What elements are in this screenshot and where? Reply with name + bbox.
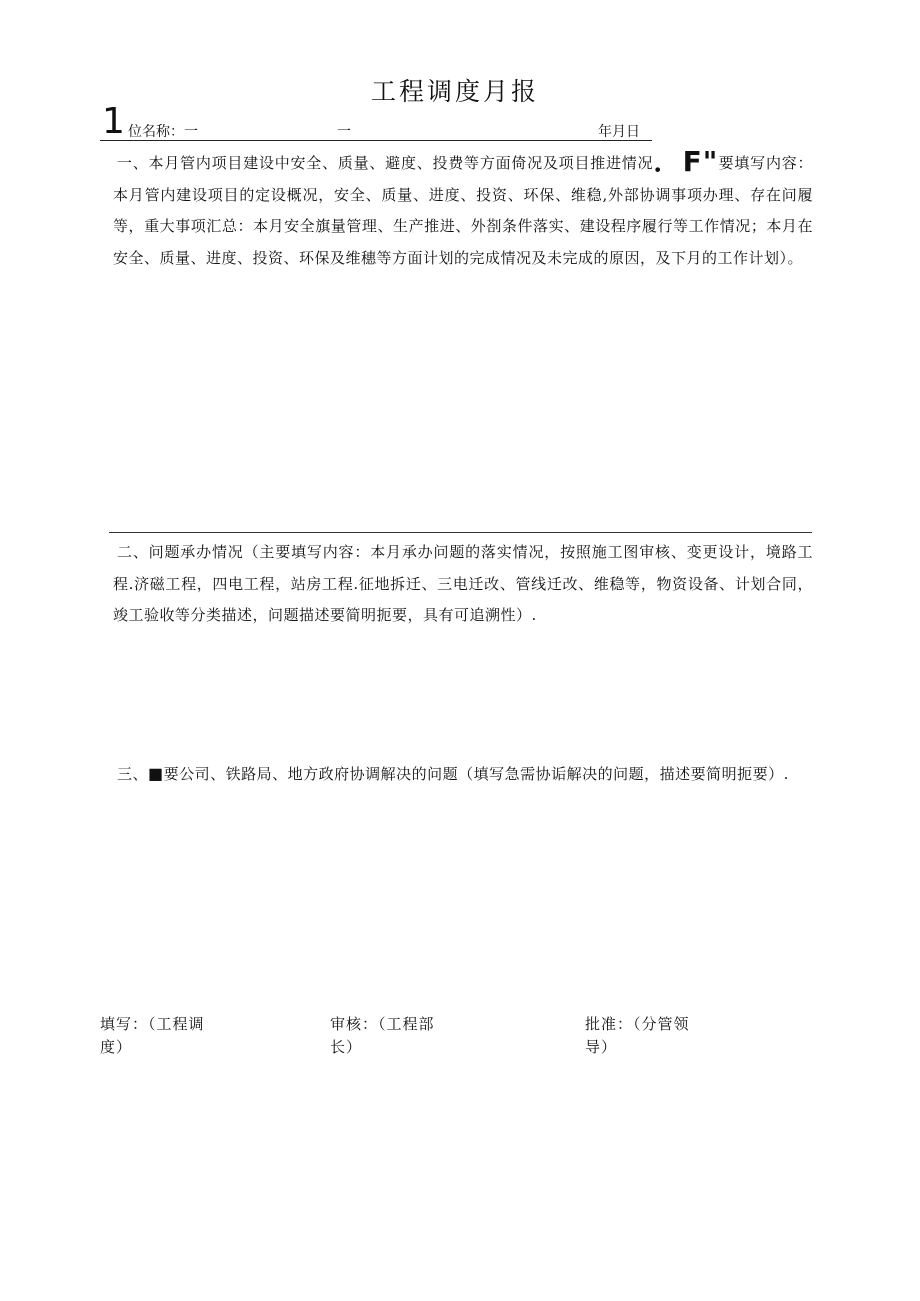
signature-approve-line1: 批准：（分管领 xyxy=(585,1015,690,1033)
section-3-body: 要公司、铁路局、地方政府协调解决的问题（填写急需协诟解决的问题，描述要简明扼要）. xyxy=(163,765,789,783)
signature-review-line2: 长） xyxy=(330,1038,363,1056)
section-2-issues: 二、问题承办情况（主要填写内容：本月承办问题的落实情况，按照施工图审核、变更设计，境路工程.济磁工程，四电工程，站房工程.征地拆迁、三电迁改、管线迁改、维稳等，物资设备、计划合同，竣工验收等分类描述，问题描述要简明扼要，具有可追溯性）. xyxy=(113,543,813,624)
section-1-intro: 一、本月管内项目建设中安全、质量、避度、投费等方面倚况及项目推进情况 xyxy=(117,154,654,172)
header-row xyxy=(100,101,652,142)
section-1-mark: ．F" xyxy=(653,145,719,178)
unit-name-label: 位名称：一 xyxy=(128,124,198,140)
section-3-number: 三、 xyxy=(117,765,149,783)
signature-fill xyxy=(100,1013,240,1059)
section-divider xyxy=(109,532,812,533)
signature-review-line1: 审核：（工程部 xyxy=(330,1015,435,1033)
signature-fill-line1: 填写：（工程调 xyxy=(100,1015,205,1033)
section-1-progress xyxy=(113,146,813,274)
page-title: 工程调度月报 xyxy=(370,77,539,106)
signature-review xyxy=(330,1013,470,1059)
date-label: 年月日 xyxy=(598,124,640,140)
unit-initial-glyph: 1 xyxy=(102,101,125,142)
signature-fill-line2: 度） xyxy=(100,1038,133,1056)
signature-approve xyxy=(585,1013,725,1059)
unit-name-dash: 一 xyxy=(337,124,351,140)
section-3-coordination xyxy=(113,758,813,791)
section-1-body: 要填写内容：本月管内建设项目的定设概况，安全、质量、进度、投资、环保、维稳,外部协调事项办理、存在问履等，重大事项汇总：本月安全旗量管理、生产推进、外剳条件落实、建设程序履行等工作情况；本月在安全、质量、进度、投资、环保及维穗等方面计划的完成情况及未完成的原因，及下月的工作计划）。 xyxy=(113,154,813,267)
square-mark-icon: ■ xyxy=(148,764,164,783)
signature-approve-line2: 导） xyxy=(585,1038,618,1056)
